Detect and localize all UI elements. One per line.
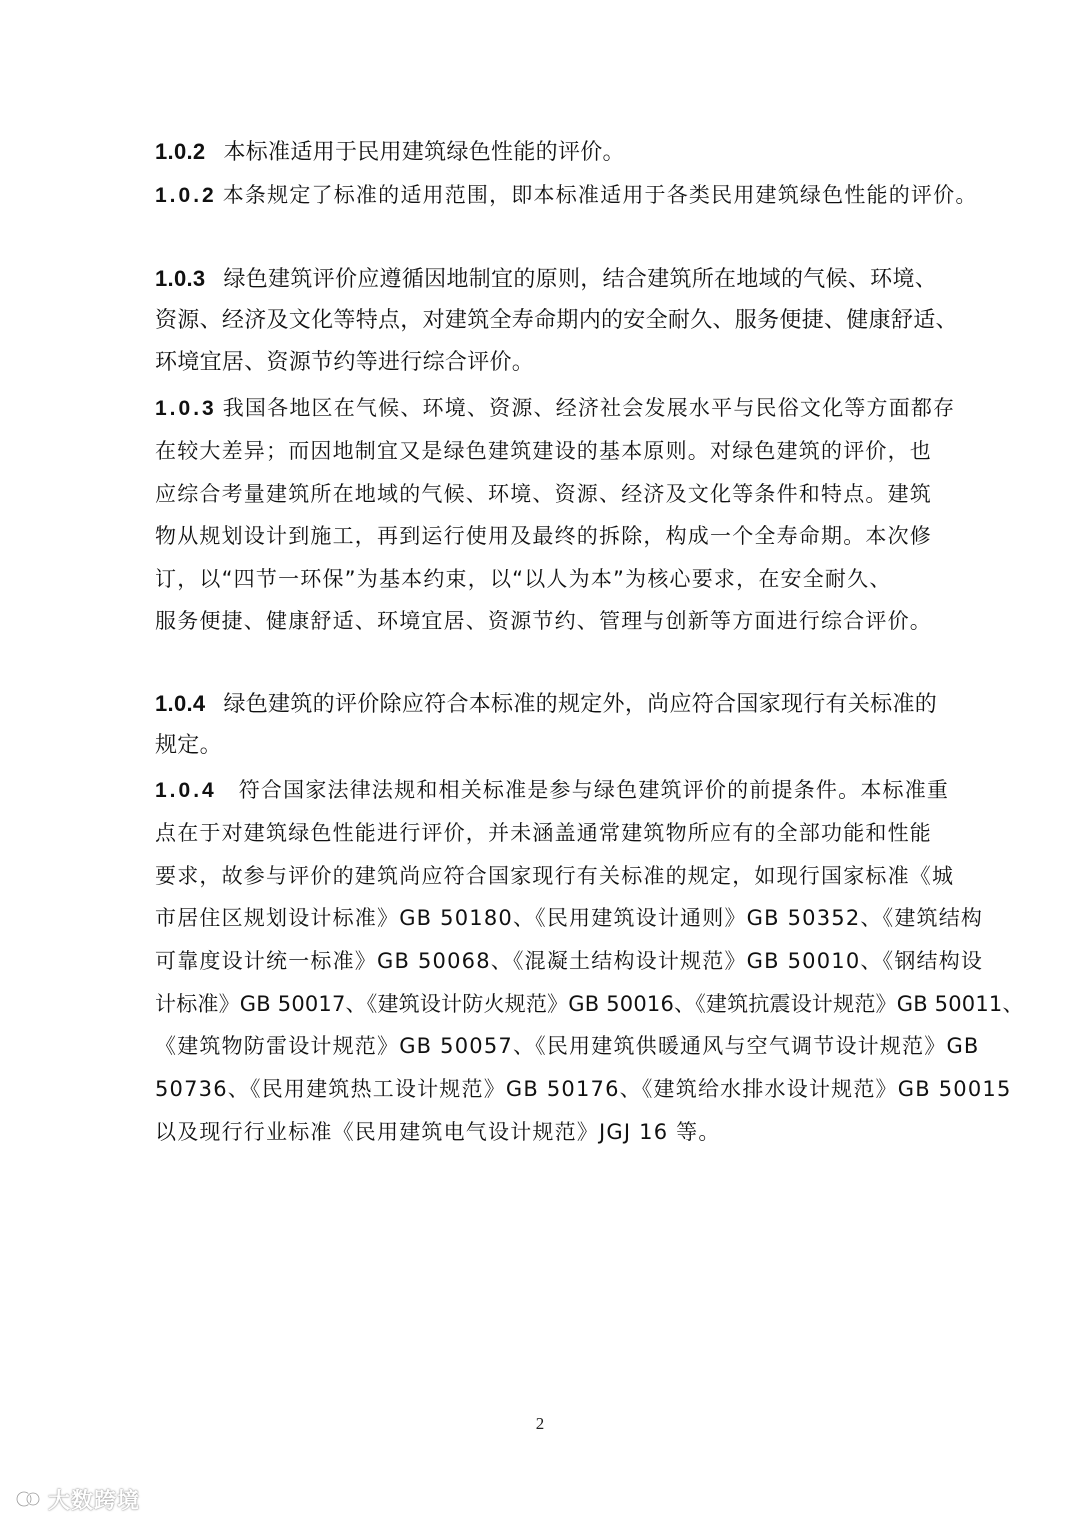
clause-1-0-3-line-1 xyxy=(155,264,938,295)
clause-text: 本标准适用于民用建筑绿色性能的评价。 xyxy=(223,140,625,165)
commentary-number: 1.0.3 xyxy=(155,397,217,420)
clause-1-0-4-line-1 xyxy=(155,689,938,720)
clause-number: 1.0.4 xyxy=(155,691,206,716)
commentary-1-0-4-line-2: 点在于对建筑绿色性能进行评价，并未涵盖通常建筑物所应有的全部功能和性能 xyxy=(155,821,932,845)
commentary-1-0-3-line-3: 应综合考量建筑所在地域的气候、环境、资源、经济及文化等条件和特点。建筑 xyxy=(155,482,932,506)
commentary-text: 符合国家法律法规和相关标准是参与绿色建筑评价的前提条件。本标准重 xyxy=(238,778,950,802)
commentary-1-0-4-line-7: 《建筑物防雷设计规范》GB 50057、《民用建筑供暖通风与空气调节设计规范》GB xyxy=(155,1034,980,1058)
commentary-1-0-3-line-6: 服务便捷、健康舒适、环境宜居、资源节约、管理与创新等方面进行综合评价。 xyxy=(155,609,932,633)
commentary-1-0-3-line-5: 订，以“四节一环保”为基本约束，以“以人为本”为核心要求，在安全耐久、 xyxy=(155,567,892,591)
commentary-1-0-3-line-4: 物从规划设计到施工，再到运行使用及最终的拆除，构成一个全寿命期。本次修 xyxy=(155,524,932,548)
clause-1-0-4-line-2: 规定。 xyxy=(155,733,222,758)
commentary-1-0-4-line-3: 要求，故参与评价的建筑尚应符合国家现行有关标准的规定，如现行国家标准《城 xyxy=(155,864,955,888)
commentary-1-0-3-line-1 xyxy=(155,393,956,424)
clause-text: 绿色建筑评价应遵循因地制宜的原则，结合建筑所在地域的气候、环境、 xyxy=(223,267,938,292)
commentary-1-0-4-line-4: 市居住区规划设计标准》GB 50180、《民用建筑设计通则》GB 50352、《建筑结构 xyxy=(155,906,984,930)
clause-1-0-3-line-2: 资源、经济及文化等特点，对建筑全寿命期内的安全耐久、服务便捷、健康舒适、 xyxy=(155,308,958,333)
commentary-1-0-4-line-1 xyxy=(155,775,950,806)
commentary-1-0-3-line-2: 在较大差异；而因地制宜又是绿色建筑建设的基本原则。对绿色建筑的评价，也 xyxy=(155,439,932,463)
commentary-1-0-4-line-8: 50736、《民用建筑热工设计规范》GB 50176、《建筑给水排水设计规范》GB 50015 xyxy=(155,1077,1012,1101)
watermark-logo-icon xyxy=(14,1488,42,1510)
commentary-1-0-4-line-6: 计标准》GB 50017、《建筑设计防火规范》GB 50016、《建筑抗震设计规范》GB 50011、 xyxy=(155,992,1024,1016)
commentary-1-0-2-line-1 xyxy=(155,180,978,211)
commentary-1-0-4-line-5: 可靠度设计统一标准》GB 50068、《混凝土结构设计规范》GB 50010、《钢结构设 xyxy=(155,949,984,973)
page-number: 2 xyxy=(535,1414,545,1433)
clause-number: 1.0.3 xyxy=(155,266,206,291)
commentary-number: 1.0.4 xyxy=(155,779,217,802)
commentary-text: 本条规定了标准的适用范围，即本标准适用于各类民用建筑绿色性能的评价。 xyxy=(222,183,978,207)
watermark-text: 大数跨境 xyxy=(48,1488,141,1514)
clause-1-0-2-line-1 xyxy=(155,137,930,168)
commentary-1-0-4-line-9: 以及现行行业标准《民用建筑电气设计规范》JGJ 16 等。 xyxy=(155,1120,721,1144)
watermark xyxy=(14,1484,140,1514)
commentary-number: 1.0.2 xyxy=(155,184,217,207)
commentary-text: 我国各地区在气候、环境、资源、经济社会发展水平与民俗文化等方面都存 xyxy=(222,396,956,420)
clause-1-0-3-line-3: 环境宜居、资源节约等进行综合评价。 xyxy=(155,350,535,375)
clause-text: 绿色建筑的评价除应符合本标准的规定外，尚应符合国家现行有关标准的 xyxy=(223,692,938,717)
clause-number: 1.0.2 xyxy=(155,139,206,164)
